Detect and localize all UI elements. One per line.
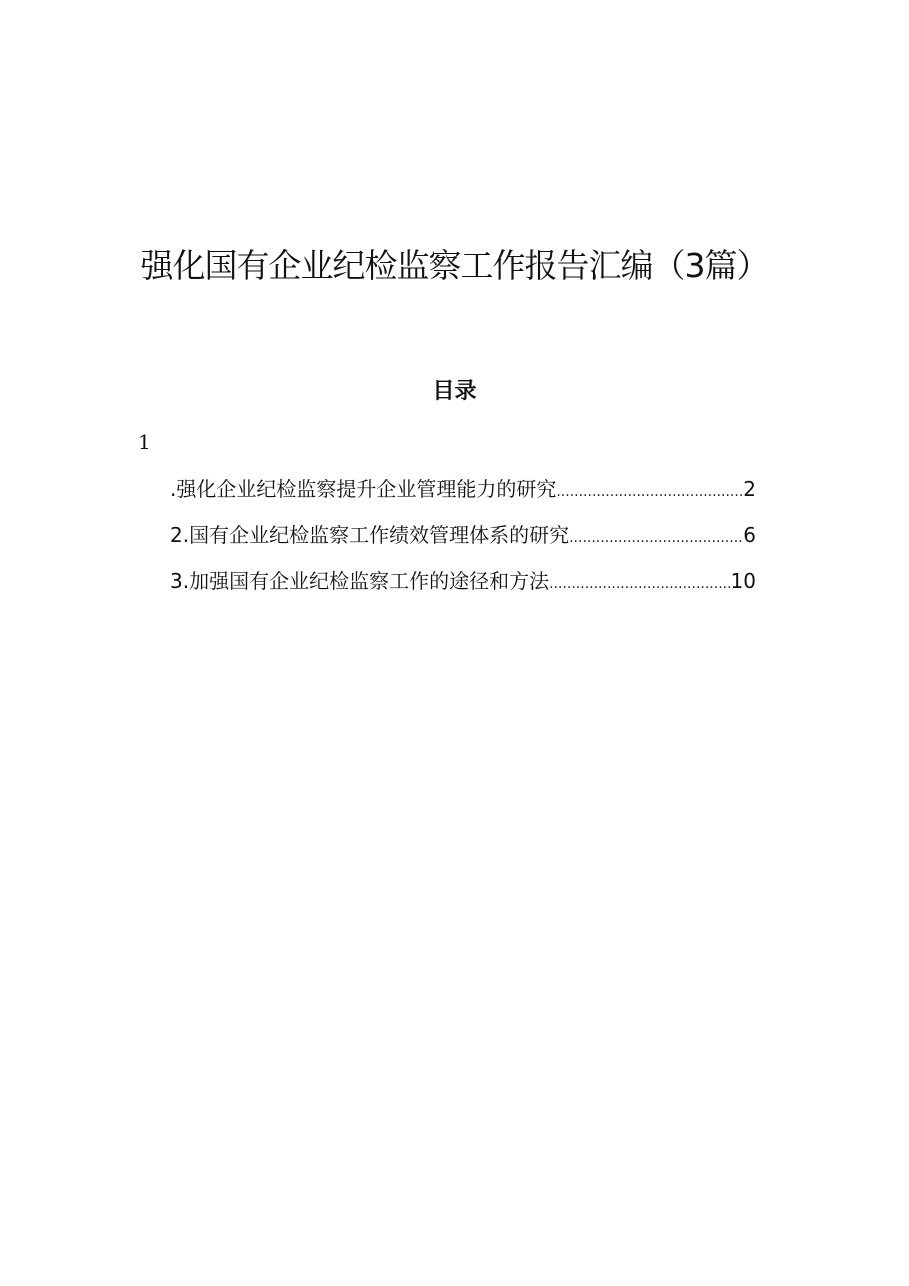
toc-list [170, 472, 756, 610]
toc-leader-dots [569, 521, 743, 555]
toc-number: 1 [138, 430, 151, 454]
toc-leader-dots [556, 475, 743, 509]
toc-entry[interactable] [170, 564, 756, 610]
toc-entry-text: .强化企业纪检监察提升企业管理能力的研究 [170, 477, 557, 501]
toc-leader-dots [549, 567, 730, 601]
toc-entry-text: 3.加强国有企业纪检监察工作的途径和方法 [170, 569, 550, 593]
toc-entry[interactable] [170, 472, 756, 518]
toc-page-number: 10 [730, 569, 756, 593]
toc-entry-text: 2.国有企业纪检监察工作绩效管理体系的研究 [170, 523, 570, 547]
toc-heading: 目录 [432, 378, 477, 404]
page-title: 强化国有企业纪检监察工作报告汇编（3篇） [140, 246, 769, 285]
toc-page-number: 2 [743, 477, 756, 501]
toc-entry[interactable] [170, 518, 756, 564]
toc-page-number: 6 [743, 523, 756, 547]
